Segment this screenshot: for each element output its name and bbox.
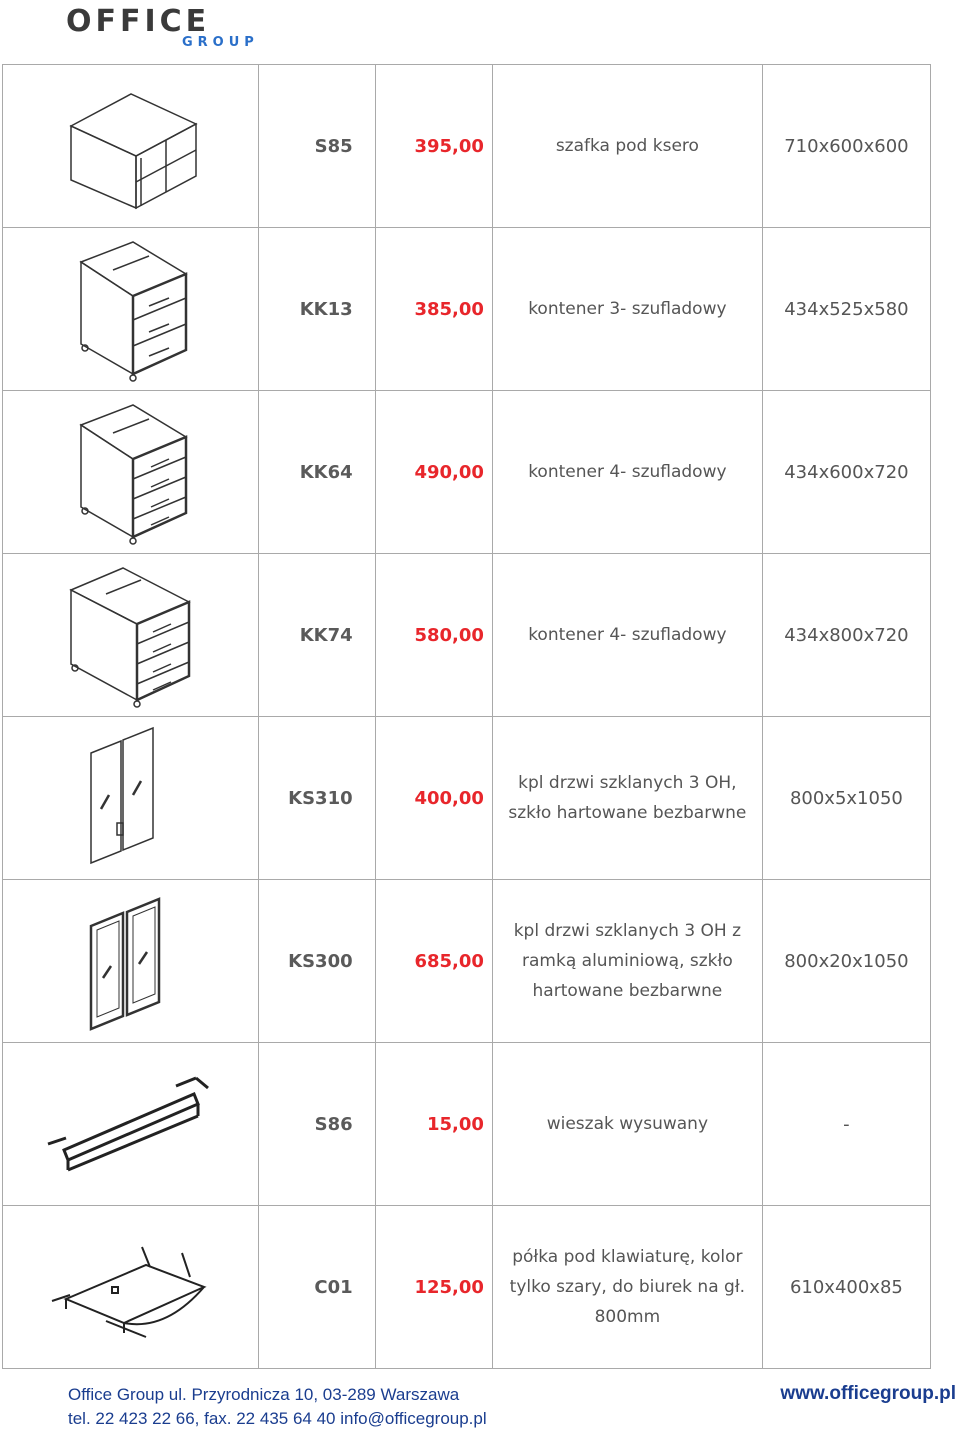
product-description: kontener 4- szufladowy (492, 391, 762, 554)
product-price: 400,00 (375, 717, 492, 880)
product-code: KK64 (259, 391, 375, 554)
product-code: S86 (259, 1043, 375, 1206)
product-price: 685,00 (375, 880, 492, 1043)
keyboard-shelf-icon (46, 1227, 216, 1347)
product-dimensions: - (762, 1043, 930, 1206)
product-dimensions: 800x5x1050 (762, 717, 930, 880)
product-code: KK74 (259, 554, 375, 717)
drawer-container-4-icon (61, 397, 201, 547)
product-dimensions: 710x600x600 (762, 65, 930, 228)
product-dimensions: 434x525x580 (762, 228, 930, 391)
product-description: kpl drzwi szklanych 3 OH, szkło hartowane bezbarwne (492, 717, 762, 880)
pull-out-hanger-icon (46, 1064, 216, 1184)
table-row (3, 554, 931, 717)
product-dimensions: 434x800x720 (762, 554, 930, 717)
table-row (3, 228, 931, 391)
table-row (3, 1206, 931, 1369)
footer-phone-email[interactable]: tel. 22 423 22 66, fax. 22 435 64 40 info@officegroup.pl (68, 1409, 487, 1428)
product-price: 395,00 (375, 65, 492, 228)
product-description: kontener 4- szufladowy (492, 554, 762, 717)
product-table (2, 64, 931, 1369)
logo-text: OFFICE (66, 4, 211, 39)
logo-subtext: GROUP (182, 35, 259, 48)
product-description: wieszak wysuwany (492, 1043, 762, 1206)
table-row (3, 65, 931, 228)
product-price: 580,00 (375, 554, 492, 717)
office-group-logo (66, 4, 286, 48)
product-dimensions: 800x20x1050 (762, 880, 930, 1043)
copier-cabinet-icon (61, 76, 201, 216)
product-description: szafka pod ksero (492, 65, 762, 228)
product-code: KS310 (259, 717, 375, 880)
table-row (3, 1043, 931, 1206)
product-code: KS300 (259, 880, 375, 1043)
table-row (3, 717, 931, 880)
product-description: kpl drzwi szklanych 3 OH z ramką aluminiową, szkło hartowane bezbarwne (492, 880, 762, 1043)
product-code: S85 (259, 65, 375, 228)
product-price: 385,00 (375, 228, 492, 391)
table-row (3, 880, 931, 1043)
footer-website-link[interactable]: www.officegroup.pl (780, 1383, 956, 1404)
footer-address: Office Group ul. Przyrodnicza 10, 03-289 Warszawa (68, 1385, 460, 1404)
product-description: kontener 3- szufladowy (492, 228, 762, 391)
product-dimensions: 434x600x720 (762, 391, 930, 554)
product-price: 125,00 (375, 1206, 492, 1369)
framed-glass-doors-icon (81, 886, 181, 1036)
drawer-container-3-icon (61, 234, 201, 384)
glass-doors-icon (81, 723, 181, 873)
product-code: C01 (259, 1206, 375, 1369)
product-dimensions: 610x400x85 (762, 1206, 930, 1369)
drawer-container-4-wide-icon (61, 560, 201, 710)
table-row (3, 391, 931, 554)
product-price: 490,00 (375, 391, 492, 554)
product-description: półka pod klawiaturę, kolor tylko szary, do biurek na gł. 800mm (492, 1206, 762, 1369)
footer-contact (68, 1383, 487, 1431)
product-code: KK13 (259, 228, 375, 391)
product-price: 15,00 (375, 1043, 492, 1206)
